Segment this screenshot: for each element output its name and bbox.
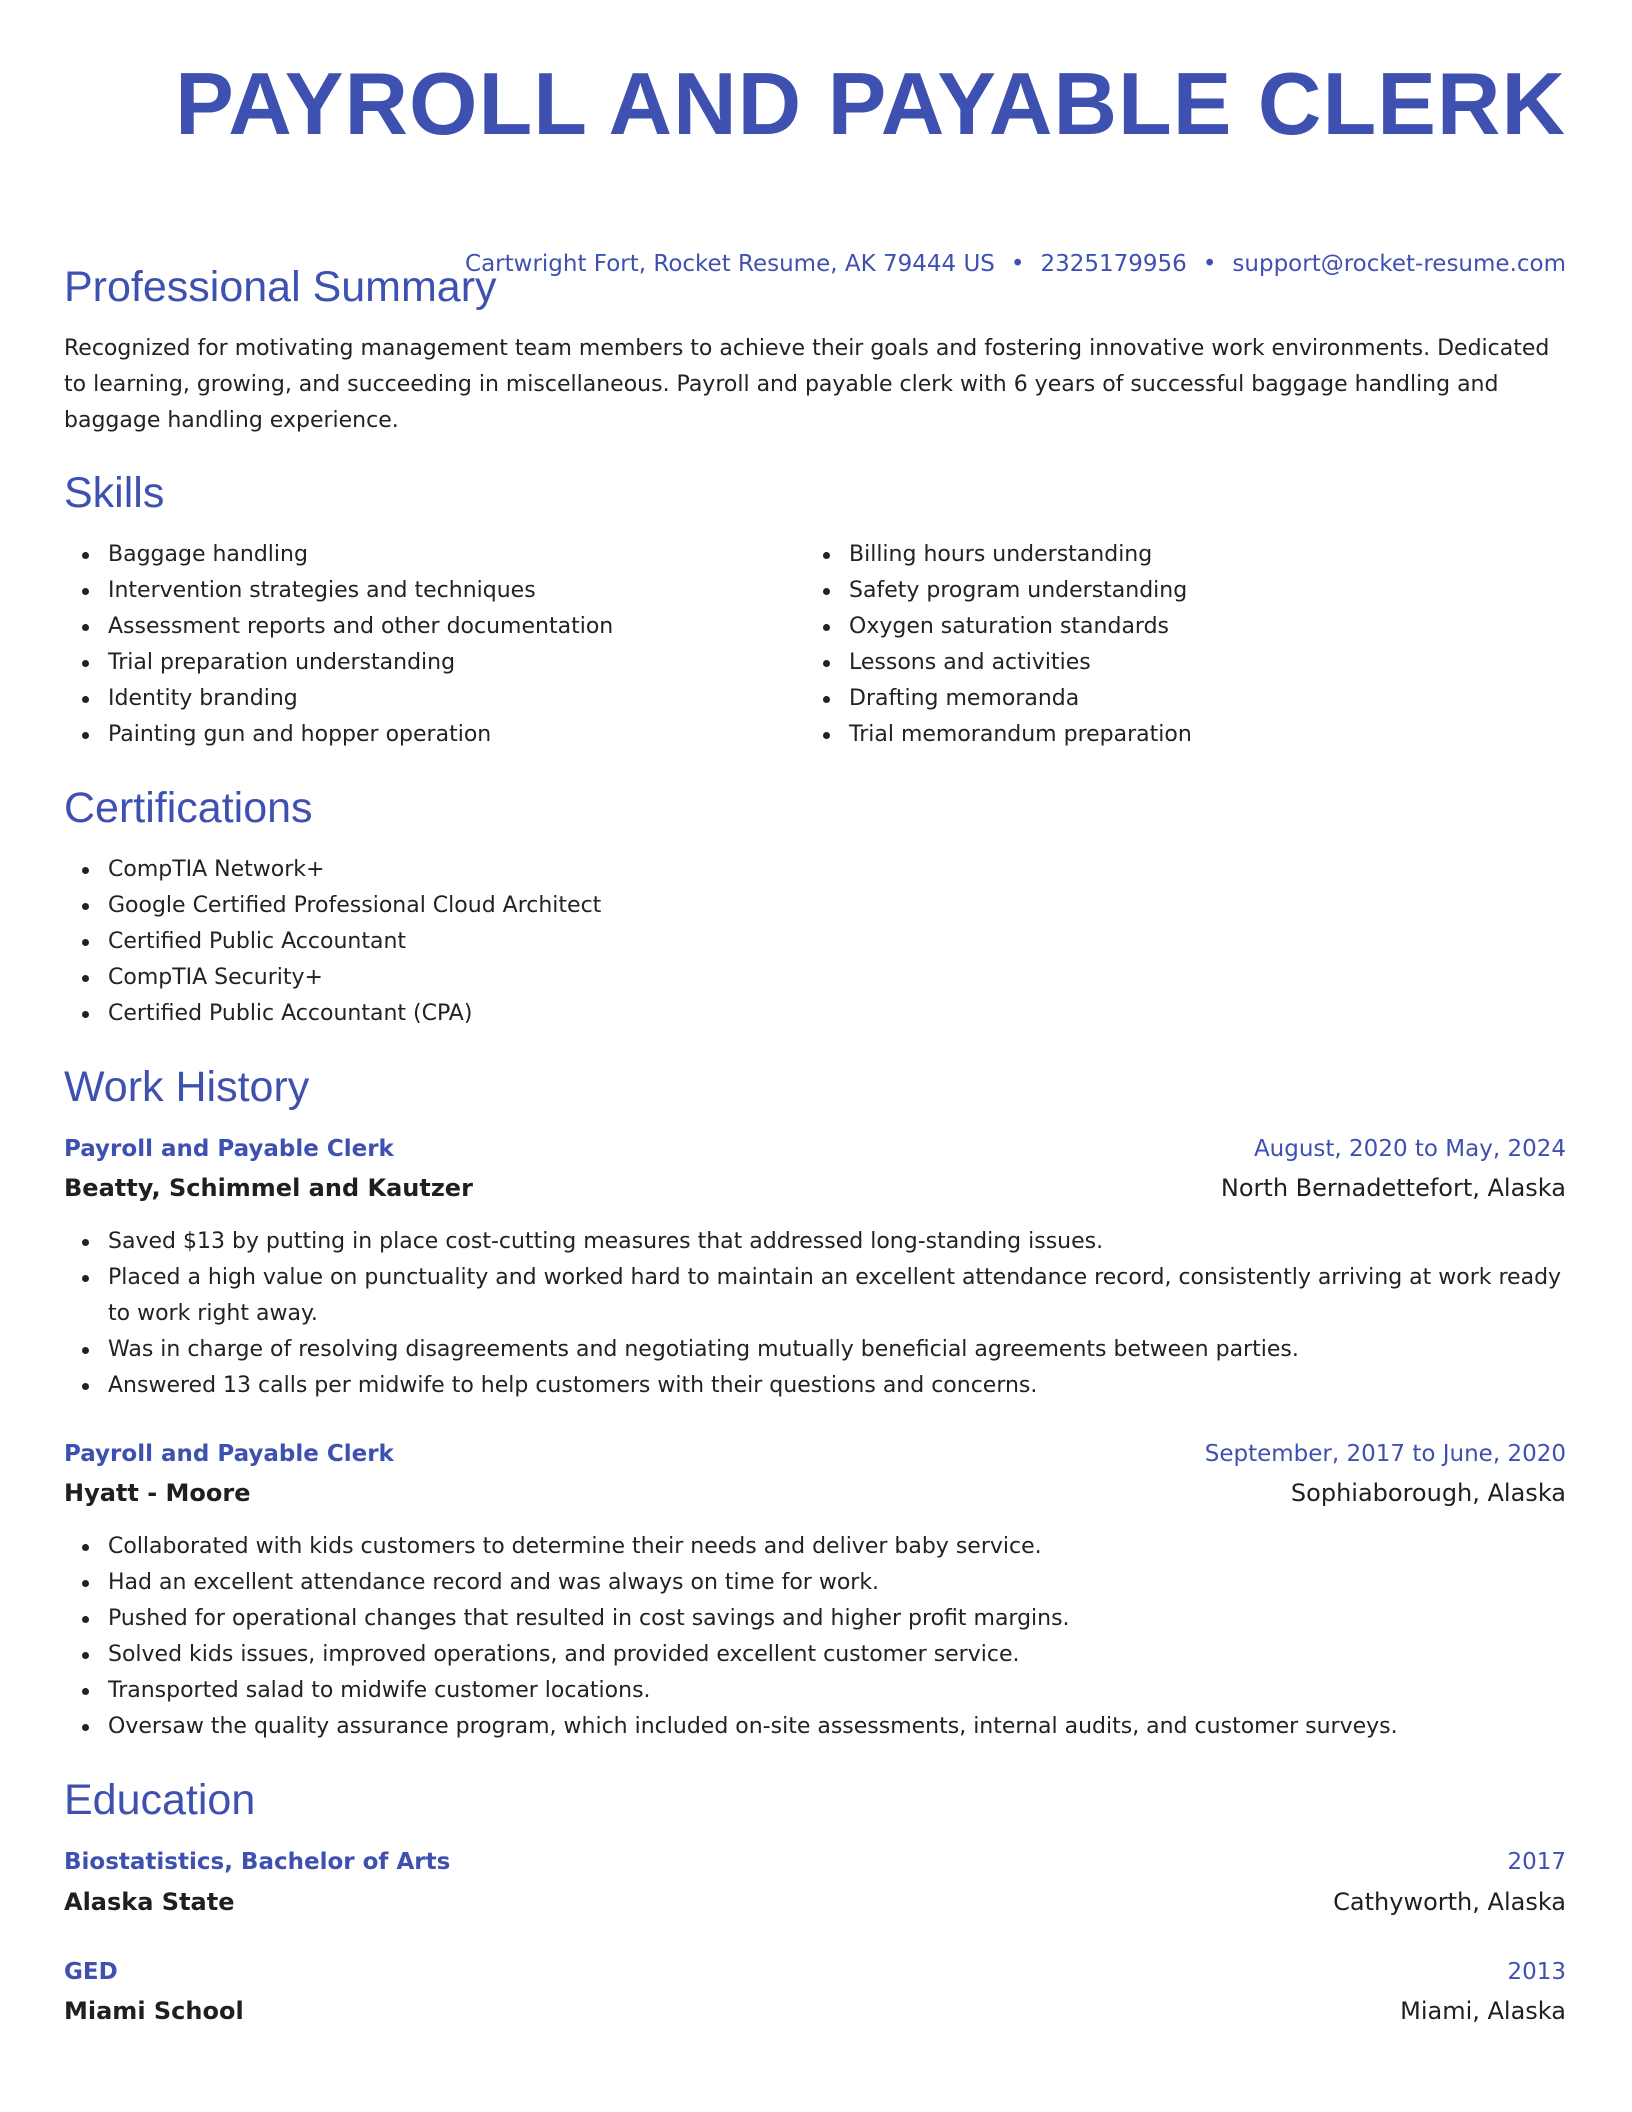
skill-item: Trial memorandum preparation [849, 717, 1549, 753]
education-school-row [64, 1883, 1566, 1921]
skill-item: Oxygen saturation standards [849, 609, 1549, 645]
job-bullet: Placed a high value on punctuality and worked hard to maintain an excellent attendance record, consistently arriving at work ready to work right away. [108, 1260, 1566, 1332]
education-location: Miami, Alaska [1400, 1997, 1566, 2025]
job-bullet: Solved kids issues, improved operations, and provided excellent customer service. [108, 1637, 1566, 1673]
job-location: North Bernadettefort, Alaska [1220, 1174, 1566, 1202]
education-school: Alaska State [64, 1888, 235, 1916]
certification-item: Certified Public Accountant [108, 924, 1508, 960]
job-title: Payroll and Payable Clerk [64, 1136, 394, 1162]
education-degree: GED [64, 1959, 118, 1985]
education-year: 2013 [1507, 1959, 1566, 1985]
education-school-row [64, 1992, 1566, 2030]
skill-item: Intervention strategies and techniques [108, 573, 798, 609]
resume-name: PAYROLL AND PAYABLE CLERK [175, 54, 1566, 153]
contact-separator: • [1202, 251, 1217, 277]
job-dates: September, 2017 to June, 2020 [1204, 1441, 1566, 1467]
job-bullets [64, 1529, 1566, 1745]
skills-list-right [805, 537, 1549, 753]
certification-item: CompTIA Security+ [108, 960, 1508, 996]
education-header [64, 1843, 1566, 1881]
contact-address: Cartwright Fort, Rocket Resume, AK 79444 US [465, 251, 995, 277]
education-location: Cathyworth, Alaska [1333, 1888, 1566, 1916]
job-location: Sophiaborough, Alaska [1290, 1479, 1566, 1507]
education-school: Miami School [64, 1997, 244, 2025]
summary-heading: Professional Summary [64, 263, 497, 311]
skill-item: Drafting memoranda [849, 681, 1549, 717]
work-history-heading: Work History [64, 1063, 310, 1111]
education-heading: Education [64, 1776, 256, 1824]
education-degree: Biostatistics, Bachelor of Arts [64, 1849, 451, 1875]
skill-item: Baggage handling [108, 537, 798, 573]
job-company: Beatty, Schimmel and Kautzer [64, 1174, 473, 1202]
skill-item: Identity branding [108, 681, 798, 717]
skill-item: Lessons and activities [849, 645, 1549, 681]
education-year: 2017 [1507, 1849, 1566, 1875]
job-bullet: Transported salad to midwife customer locations. [108, 1673, 1566, 1709]
summary-text: Recognized for motivating management team members to achieve their goals and fostering innovative work environments. Dedicated to learning, growing, and succeeding in miscellaneous. Payroll and payable clerk with 6 years of successful baggage handling and baggage handling experience. [64, 336, 1550, 433]
certification-item: Google Certified Professional Cloud Architect [108, 888, 1508, 924]
job-header [64, 1130, 1566, 1168]
certification-item: Certified Public Accountant (CPA) [108, 996, 1508, 1032]
contact-line [465, 248, 1566, 280]
job-company: Hyatt - Moore [64, 1479, 251, 1507]
contact-email: support@rocket-resume.com [1232, 251, 1566, 277]
job-bullet: Oversaw the quality assurance program, which included on-site assessments, internal audits, and customer surveys. [108, 1709, 1566, 1745]
job-header [64, 1435, 1566, 1473]
job-bullet: Answered 13 calls per midwife to help customers with their questions and concerns. [108, 1368, 1566, 1404]
contact-phone: 2325179956 [1040, 251, 1187, 277]
certification-item: CompTIA Network+ [108, 852, 1508, 888]
skills-heading: Skills [64, 469, 165, 517]
skill-item: Painting gun and hopper operation [108, 717, 798, 753]
job-bullet: Pushed for operational changes that resulted in cost savings and higher profit margins. [108, 1601, 1566, 1637]
job-bullet: Collaborated with kids customers to determine their needs and deliver baby service. [108, 1529, 1566, 1565]
certifications-heading: Certifications [64, 784, 313, 832]
education-header [64, 1953, 1566, 1991]
job-bullet: Was in charge of resolving disagreements and negotiating mutually beneficial agreements between parties. [108, 1332, 1566, 1368]
job-company-row [64, 1474, 1566, 1512]
job-title: Payroll and Payable Clerk [64, 1441, 394, 1467]
skill-item: Assessment reports and other documentation [108, 609, 798, 645]
skill-item: Billing hours understanding [849, 537, 1549, 573]
job-dates: August, 2020 to May, 2024 [1253, 1136, 1566, 1162]
contact-separator: • [1010, 251, 1025, 277]
job-company-row [64, 1169, 1566, 1207]
skill-item: Safety program understanding [849, 573, 1549, 609]
skill-item: Trial preparation understanding [108, 645, 798, 681]
job-bullet: Had an excellent attendance record and was always on time for work. [108, 1565, 1566, 1601]
skills-list-left [64, 537, 798, 753]
certifications-list [64, 852, 1508, 1032]
job-bullet: Saved $13 by putting in place cost-cutting measures that addressed long-standing issues. [108, 1224, 1566, 1260]
resume-page [64, 0, 1566, 2025]
job-bullets [64, 1224, 1566, 1404]
